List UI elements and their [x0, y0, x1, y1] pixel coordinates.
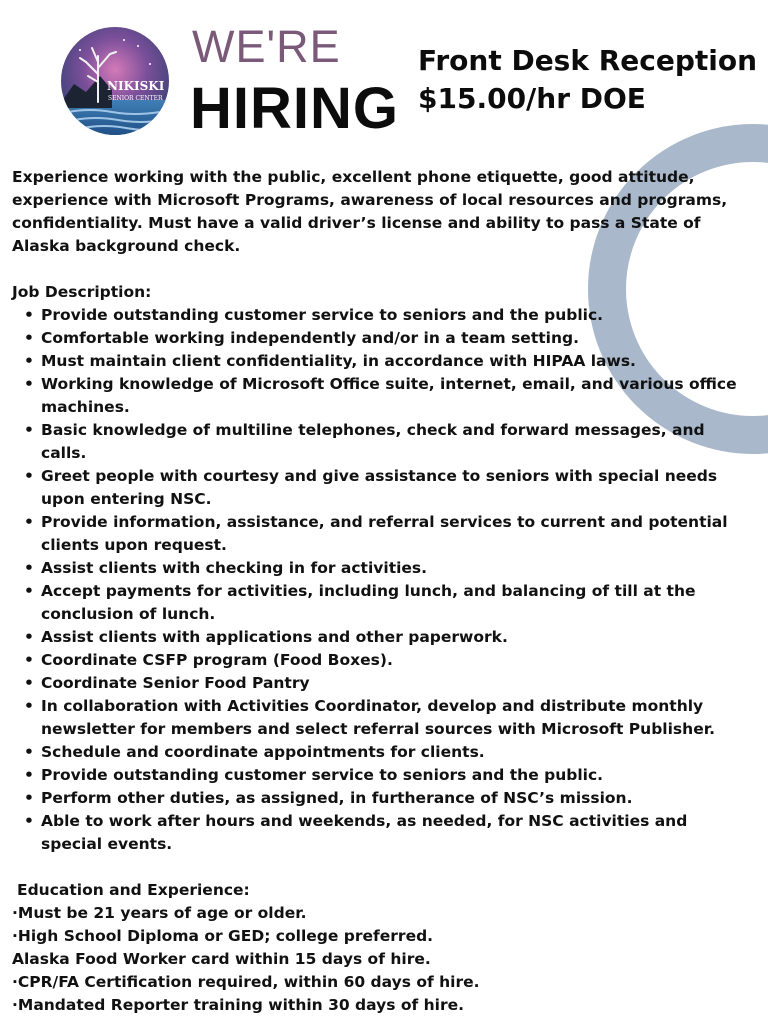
- list-item: • Schedule and coordinate appointments for clients.: [12, 741, 752, 764]
- logo-subtitle-text: SENIOR CENTER: [108, 95, 163, 102]
- pay-rate: $15.00/hr DOE: [418, 82, 646, 115]
- position-title: Front Desk Reception: [418, 44, 758, 77]
- list-item: • Perform other duties, as assigned, in furtherance of NSC’s mission.: [12, 787, 752, 810]
- list-item: ·CPR/FA Certification required, within 60 days of hire.: [12, 973, 480, 991]
- were-heading: WE'RE: [192, 21, 341, 72]
- list-item: • Assist clients with checking in for activities.: [12, 557, 752, 580]
- list-item: • Working knowledge of Microsoft Office suite, internet, email, and various office machines.: [12, 373, 752, 419]
- list-item: ·Mandated Reporter training within 30 days of hire.: [12, 996, 465, 1014]
- list-item: ·High School Diploma or GED; college preferred.: [12, 927, 434, 945]
- list-item: • Coordinate CSFP program (Food Boxes).: [12, 649, 752, 672]
- list-item: • Accept payments for activities, including lunch, and balancing of till at the conclusion of lunch.: [12, 580, 752, 626]
- list-item: • Basic knowledge of multiline telephones, check and forward messages, and calls.: [12, 419, 752, 465]
- intro-paragraph: Experience working with the public, excellent phone etiquette, good attitude, experience with Microsoft Programs, awareness of local resources and programs, confidentiality. Must have a valid driver’s license and ability to pass a State of Alaska background check.: [12, 168, 728, 255]
- list-item: • Provide information, assistance, and referral services to current and potential clients upon request.: [12, 511, 752, 557]
- list-item: • Assist clients with applications and other paperwork.: [12, 626, 752, 649]
- list-item: • Provide outstanding customer service to seniors and the public.: [12, 764, 752, 787]
- list-item: • Greet people with courtesy and give assistance to seniors with special needs upon entering NSC.: [12, 465, 752, 511]
- list-item: ·Must be 21 years of age or older.: [12, 904, 307, 922]
- list-item: • Must maintain client confidentiality, in accordance with HIPAA laws.: [12, 350, 752, 373]
- list-item: • Comfortable working independently and/or in a team setting.: [12, 327, 752, 350]
- list-item: • Provide outstanding customer service to seniors and the public.: [12, 304, 752, 327]
- logo-name-text: NIKISKI: [107, 79, 165, 93]
- job-description-list: [12, 304, 752, 856]
- list-item: • In collaboration with Activities Coordinator, develop and distribute monthly newsletter for members and select referral sources with Microsoft Publisher.: [12, 695, 752, 741]
- hiring-heading: HIRING: [190, 76, 399, 141]
- education-list: [12, 902, 752, 1017]
- list-item: • Able to work after hours and weekends, as needed, for NSC activities and special events.: [12, 810, 752, 856]
- posting-content: [12, 166, 752, 1017]
- list-item: Alaska Food Worker card within 15 days of hire.: [12, 950, 431, 968]
- nikiski-senior-center-logo-icon: [60, 26, 170, 136]
- education-heading: Education and Experience:: [17, 881, 250, 899]
- list-item: • Coordinate Senior Food Pantry: [12, 672, 752, 695]
- job-description-heading: Job Description:: [12, 283, 152, 301]
- job-title-block: [418, 42, 757, 118]
